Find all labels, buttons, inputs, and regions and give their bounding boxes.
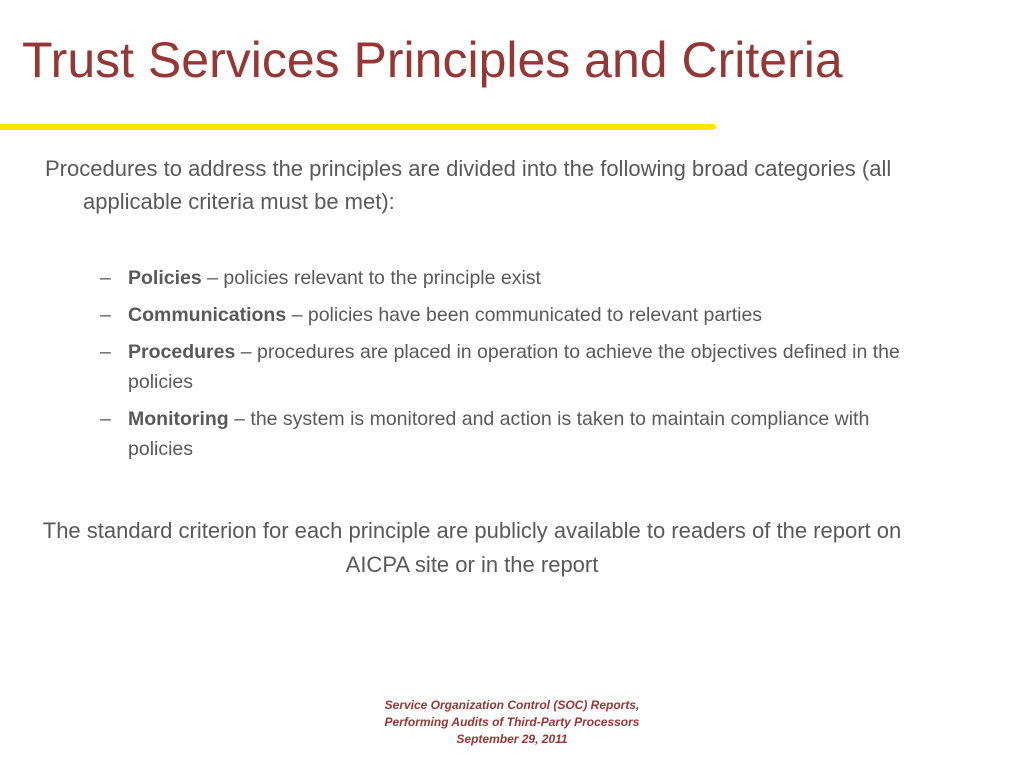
footer-line-subtitle: Performing Audits of Third-Party Processors [384,715,640,729]
bullet-text: – policies have been communicated to relevant parties [286,304,763,326]
list-item [100,263,920,293]
dash-bullet: – [100,341,111,363]
intro-paragraph: Procedures to address the principles are divided into the following broad categories (all applicable criteria must be met): [45,156,892,214]
slide-title: Trust Services Principles and Criteria [22,32,843,88]
list-item [100,337,920,397]
footer-line-date: September 29, 2011 [456,732,568,746]
bullet-text: – the system is monitored and action is taken to maintain compliance with policies [128,408,870,460]
category-list [100,263,920,471]
dash-bullet: – [100,408,111,430]
slide-footer [312,697,712,748]
closing-paragraph: The standard criterion for each principle are publicly available to readers of the report on AICPA site or in the report [42,518,902,577]
bullet-term: Monitoring [128,408,229,430]
bullet-text: – policies relevant to the principle exist [201,267,541,289]
bullet-term: Procedures [128,341,236,363]
bullet-term: Communications [128,304,287,326]
dash-bullet: – [100,304,111,326]
list-item [100,404,920,464]
bullet-text: – procedures are placed in operation to achieve the objectives defined in the policies [128,341,900,393]
list-item [100,300,920,330]
footer-line-title: Service Organization Control (SOC) Reports, [384,698,640,712]
title-underline-rule [0,124,716,130]
bullet-term: Policies [128,267,202,289]
dash-bullet: – [100,267,111,289]
